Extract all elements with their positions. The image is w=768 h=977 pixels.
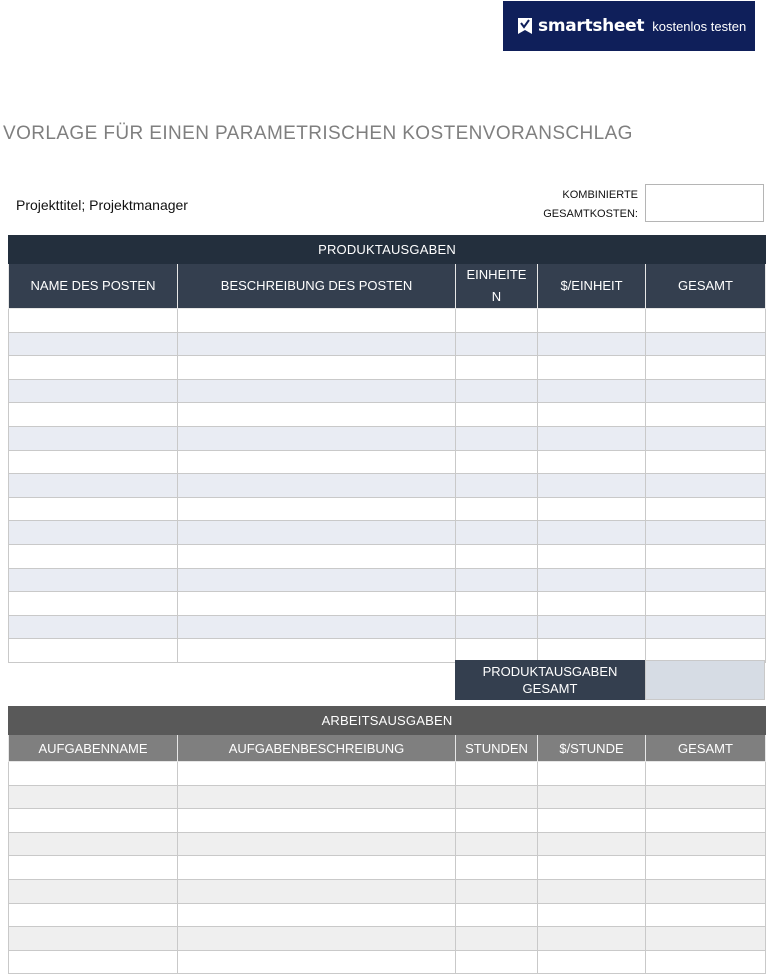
col-hours: STUNDEN [456,735,538,762]
table-cell[interactable] [9,474,178,498]
table-cell[interactable] [538,832,646,856]
table-cell[interactable] [178,474,456,498]
labor-expenses-table [8,706,766,974]
table-row [9,639,766,663]
table-cell[interactable] [646,356,766,380]
table-cell[interactable] [646,309,766,333]
table-cell[interactable] [9,615,178,639]
table-cell[interactable] [538,450,646,474]
table-cell[interactable] [538,309,646,333]
table-cell[interactable] [646,474,766,498]
table-cell[interactable] [456,403,538,427]
table-cell[interactable] [646,809,766,833]
col-total: GESAMT [646,264,766,309]
table-row [9,309,766,333]
table-row [9,544,766,568]
table-row [9,474,766,498]
table-cell[interactable] [178,950,456,974]
table-row [9,856,766,880]
product-total-label [455,660,645,700]
table-cell[interactable] [456,426,538,450]
table-cell[interactable] [9,356,178,380]
table-cell[interactable] [538,332,646,356]
table-cell[interactable] [646,832,766,856]
table-cell[interactable] [9,950,178,974]
project-info[interactable]: Projekttitel; Projektmanager [16,197,188,213]
table-cell[interactable] [646,785,766,809]
table-cell[interactable] [646,426,766,450]
table-cell[interactable] [538,762,646,786]
table-cell[interactable] [178,521,456,545]
table-cell[interactable] [646,762,766,786]
table-cell[interactable] [178,592,456,616]
combined-costs-value[interactable] [645,184,764,222]
table-cell[interactable] [178,332,456,356]
table-cell[interactable] [538,426,646,450]
product-total-value[interactable] [645,660,765,700]
col-task-description: AUFGABENBESCHREIBUNG [178,735,456,762]
table-cell[interactable] [646,379,766,403]
combined-costs-label-line1: KOMBINIERTE [562,189,638,201]
table-cell[interactable] [456,927,538,951]
table-cell[interactable] [456,809,538,833]
table-row [9,927,766,951]
table-cell[interactable] [9,332,178,356]
table-cell[interactable] [538,568,646,592]
table-cell[interactable] [646,332,766,356]
col-per-unit: $/EINHEIT [538,264,646,309]
table-cell[interactable] [456,379,538,403]
table-cell[interactable] [646,450,766,474]
table-cell[interactable] [538,879,646,903]
table-cell[interactable] [456,332,538,356]
table-cell[interactable] [646,403,766,427]
table-cell[interactable] [456,592,538,616]
table-cell[interactable] [9,403,178,427]
product-expenses-table [8,235,766,663]
table-cell[interactable] [9,639,178,663]
col-units [456,264,538,309]
banner-brand: smartsheet [538,16,645,36]
col-per-hour: $/STUNDE [538,735,646,762]
table-cell[interactable] [538,615,646,639]
table-cell[interactable] [178,544,456,568]
table-cell[interactable] [538,403,646,427]
table-cell[interactable] [178,403,456,427]
table-cell[interactable] [456,856,538,880]
table-cell[interactable] [646,521,766,545]
table-cell[interactable] [646,639,766,663]
table-row [9,785,766,809]
product-total-label-line1: PRODUKTAUSGABEN [482,664,618,679]
table-cell[interactable] [456,832,538,856]
table-cell[interactable] [538,927,646,951]
table-cell[interactable] [456,474,538,498]
smartsheet-banner[interactable] [503,1,755,51]
table-cell[interactable] [178,927,456,951]
table-cell[interactable] [646,903,766,927]
table-cell[interactable] [646,879,766,903]
col-units-line1: EINHEITE [466,267,527,282]
table-cell[interactable] [456,356,538,380]
table-cell[interactable] [9,785,178,809]
table-cell[interactable] [178,639,456,663]
table-cell[interactable] [538,639,646,663]
table-cell[interactable] [9,592,178,616]
table-row [9,809,766,833]
table-cell[interactable] [646,927,766,951]
table-cell[interactable] [178,856,456,880]
table-row [9,950,766,974]
table-cell[interactable] [646,615,766,639]
table-row [9,356,766,380]
table-cell[interactable] [9,879,178,903]
col-units-line2: N [491,289,502,304]
table-cell[interactable] [178,309,456,333]
table-cell[interactable] [9,903,178,927]
table-cell[interactable] [9,568,178,592]
table-cell[interactable] [456,639,538,663]
table-row [9,903,766,927]
table-cell[interactable] [178,615,456,639]
table-cell[interactable] [456,544,538,568]
table-row [9,332,766,356]
table-row [9,426,766,450]
table-cell[interactable] [9,544,178,568]
table-cell[interactable] [456,615,538,639]
combined-costs-label-line2: GESAMTKOSTEN: [543,208,638,220]
table-cell[interactable] [538,474,646,498]
table-cell[interactable] [538,809,646,833]
table-cell[interactable] [178,785,456,809]
table-cell[interactable] [538,379,646,403]
table-cell[interactable] [538,521,646,545]
table-cell[interactable] [9,497,178,521]
table-cell[interactable] [9,762,178,786]
smartsheet-check-icon [517,17,533,35]
table-cell[interactable] [9,426,178,450]
table-cell[interactable] [9,832,178,856]
product-total-label-line2: GESAMT [522,681,578,696]
table-cell[interactable] [456,568,538,592]
table-cell[interactable] [9,379,178,403]
table-cell[interactable] [178,426,456,450]
table-cell[interactable] [456,450,538,474]
table-row [9,403,766,427]
table-cell[interactable] [178,356,456,380]
table-row [9,568,766,592]
table-cell[interactable] [538,856,646,880]
table-cell[interactable] [646,592,766,616]
table-cell[interactable] [178,450,456,474]
col-task-name: AUFGABENNAME [9,735,178,762]
table-cell[interactable] [456,903,538,927]
table-row [9,379,766,403]
table-cell[interactable] [538,592,646,616]
table-cell[interactable] [646,568,766,592]
table-cell[interactable] [538,544,646,568]
table-cell[interactable] [178,762,456,786]
table-cell[interactable] [456,497,538,521]
table-cell[interactable] [178,903,456,927]
table-row [9,832,766,856]
table-cell[interactable] [538,903,646,927]
table-cell[interactable] [178,497,456,521]
table-row [9,879,766,903]
col-item-description: BESCHREIBUNG DES POSTEN [178,264,456,309]
table-cell[interactable] [178,832,456,856]
product-band-header: PRODUKTAUSGABEN [9,236,766,264]
table-cell[interactable] [538,950,646,974]
table-cell[interactable] [9,309,178,333]
table-row [9,450,766,474]
table-cell[interactable] [9,450,178,474]
table-cell[interactable] [9,927,178,951]
table-cell[interactable] [538,356,646,380]
page-title: VORLAGE FÜR EINEN PARAMETRISCHEN KOSTENVORANSCHLAG [3,123,633,144]
table-cell[interactable] [178,809,456,833]
table-cell[interactable] [456,879,538,903]
table-cell[interactable] [456,521,538,545]
table-row [9,497,766,521]
table-cell[interactable] [538,785,646,809]
table-cell[interactable] [9,521,178,545]
table-row [9,762,766,786]
banner-cta: kostenlos testen [652,18,747,34]
table-row [9,615,766,639]
labor-band-header: ARBEITSAUSGABEN [9,707,766,735]
table-cell[interactable] [456,762,538,786]
col-labor-total: GESAMT [646,735,766,762]
table-cell[interactable] [178,879,456,903]
table-cell[interactable] [538,497,646,521]
table-cell[interactable] [9,856,178,880]
table-cell[interactable] [456,309,538,333]
table-cell[interactable] [646,497,766,521]
table-cell[interactable] [178,568,456,592]
table-cell[interactable] [646,856,766,880]
table-cell[interactable] [456,950,538,974]
table-cell[interactable] [456,785,538,809]
table-cell[interactable] [9,809,178,833]
col-item-name: NAME DES POSTEN [9,264,178,309]
table-cell[interactable] [178,379,456,403]
table-row [9,521,766,545]
table-cell[interactable] [646,950,766,974]
table-row [9,592,766,616]
combined-costs-label [480,186,638,224]
table-cell[interactable] [646,544,766,568]
